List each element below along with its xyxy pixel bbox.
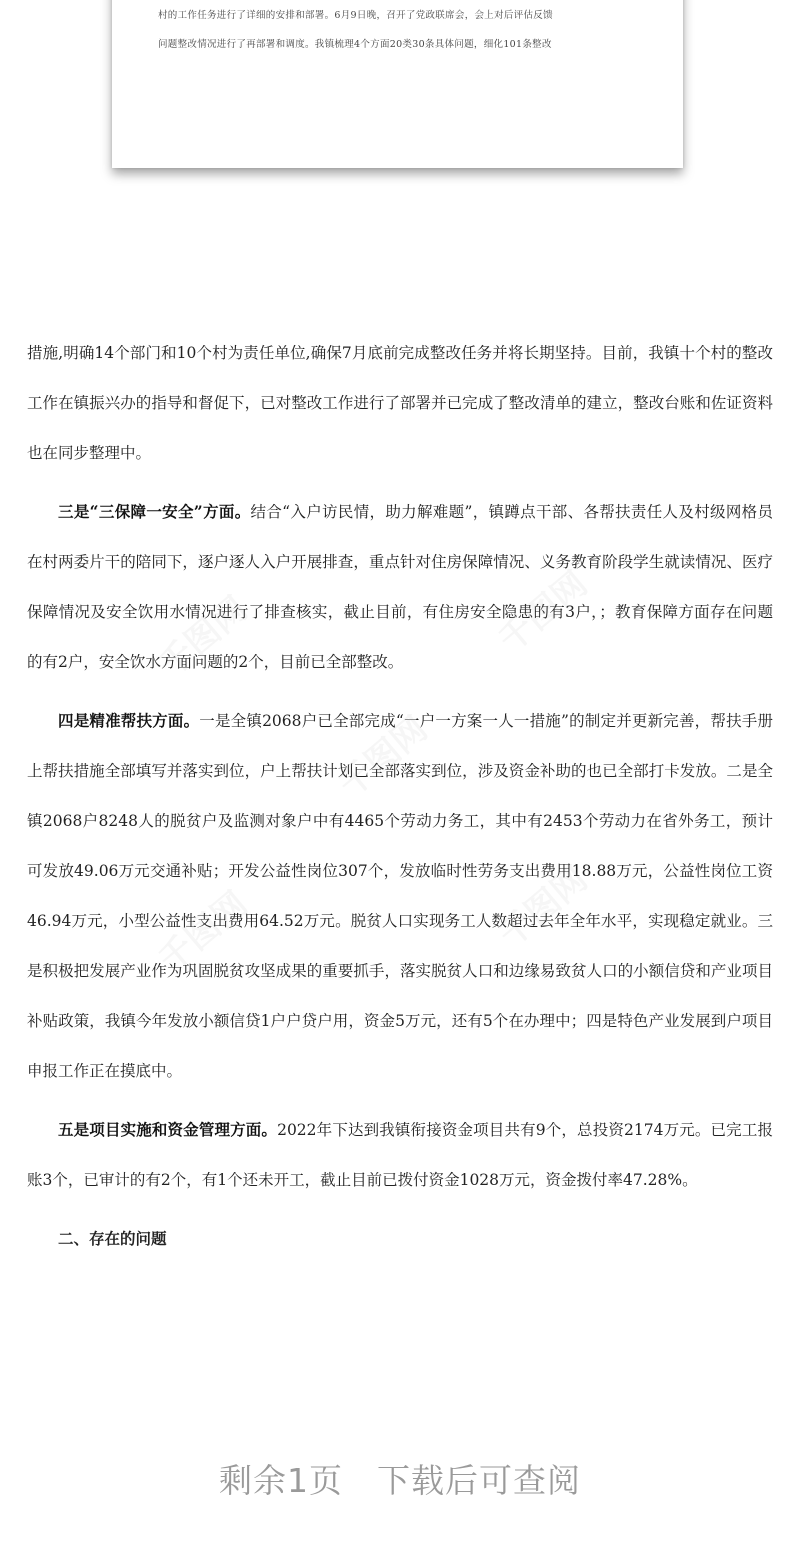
watermark: 千图网	[151, 884, 256, 981]
section-heading-problems: 二、存在的问题	[58, 1229, 167, 1248]
preview-text-line-2: 问题整改情况进行了再部署和调度。我镇梳理4个方面20类30条具体问题，细化101条整改	[158, 39, 552, 50]
document-preview-card	[112, 0, 683, 168]
paragraph-precise-assistance	[27, 696, 773, 1096]
watermark: 千图网	[331, 709, 436, 806]
document-body	[27, 328, 773, 1264]
paragraph-text: 2022年下达到我镇衔接资金项目共有9个，总投资2174万元。已完工报账3个，已审计的有2个，有1个还未开工，截止目前已拨付资金1028万元，资金拨付率47.28%。	[27, 1121, 773, 1189]
remaining-pages-notice[interactable]: 剩余1页 下载后可查阅	[219, 1461, 581, 1500]
paragraph-three-guarantees	[27, 487, 773, 687]
paragraph-project-funds	[27, 1105, 773, 1205]
paragraph-lead: 五是项目实施和资金管理方面。	[58, 1120, 278, 1139]
watermark: 千图网	[151, 589, 256, 686]
paragraph-text: 一是全镇2068户已全部完成“一户一方案一人一措施”的制定并更新完善，帮扶手册上帮扶措施全部填写并落实到位，户上帮扶计划已全部落实到位，涉及资金补助的也已全部打卡发放。二是全镇2068户8248人的脱贫户及监测对象户中有4465个劳动力务工，其中有2453个劳动力在省外务工，预计可发放49.06万元交通补贴；开发公益性岗位307个，发放临时性劳务支出费用18.88万元，公益性岗位工资46.94万元，小型公益性支出费用64.52万元。脱贫人口实现务工人数超过去年全年水平，实现稳定就业。三是积极把发展产业作为巩固脱贫攻坚成果的重要抓手，落实脱贫人口和边缘易致贫人口的小额信贷和产业项目补贴政策，我镇今年发放小额信贷1户户贷户用，资金5万元，还有5个在办理中；四是特色产业发展到户项目申报工作正在摸底中。	[27, 712, 773, 1080]
paragraph-rectification: 措施,明确14个部门和10个村为责任单位,确保7月底前完成整改任务并将长期坚持。目前，我镇十个村的整改工作在镇振兴办的指导和督促下，已对整改工作进行了部署并已完成了整改清单的建立，整改台账和佐证资料也在同步整理中。	[27, 344, 773, 462]
paragraph-lead: 四是精准帮扶方面。	[58, 711, 200, 730]
preview-text-line-1: 村的工作任务进行了详细的安排和部署。6月9日晚，召开了党政联席会，会上对后评估反馈	[158, 10, 553, 21]
watermark: 千图网	[491, 564, 596, 661]
watermark: 千图网	[491, 859, 596, 956]
paragraph-lead: 三是“三保障一安全”方面。	[58, 502, 251, 521]
paragraph-text: 结合“入户访民情，助力解难题”，镇蹲点干部、各帮扶责任人及村级网格员在村两委片干的陪同下，逐户逐人入户开展排查，重点针对住房保障情况、义务教育阶段学生就读情况、医疗保障情况及安全饮用水情况进行了排查核实，截止目前，有住房安全隐患的有3户，；教育保障方面存在问题的有2户，安全饮水方面问题的2个，目前已全部整改。	[27, 503, 773, 671]
